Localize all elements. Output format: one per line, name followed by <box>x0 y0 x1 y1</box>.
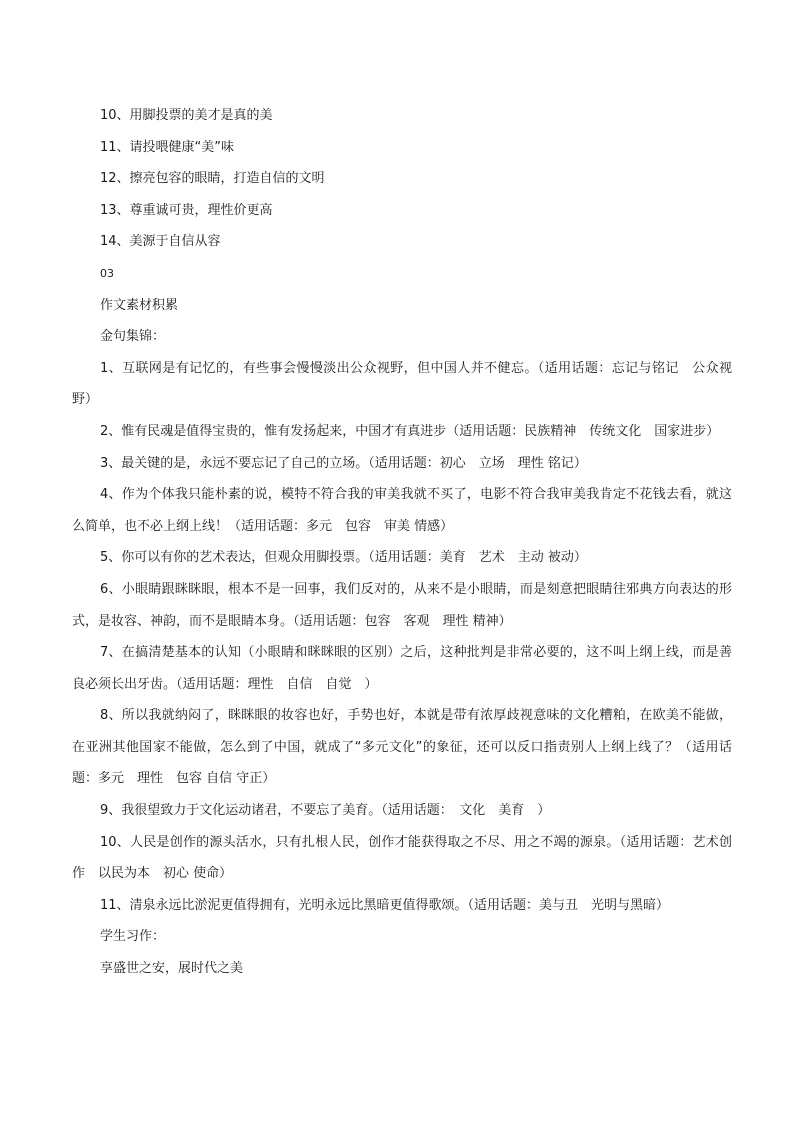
slogan-item: 11、请投喂健康“美”味 <box>100 139 235 155</box>
quote-paragraph: 8、所以我就纳闷了，眯眯眼的妆容也好，手势也好，本就是带有浓厚歧视意味的文化糟粕，在欧美不能做，在亚洲其他国家不能做，怎么到了中国，就成了“多元文化”的象征，还可以反口指责别人上纲上线了？（适用话题：多元 理性 包容 自信 守正） <box>72 708 732 787</box>
quote-paragraph: 3、最关键的是，永远不要忘记了自己的立场。（适用话题：初心 立场 理性 铭记） <box>100 455 587 471</box>
student-essay-heading: 学生习作： <box>100 929 166 945</box>
slogan-item: 14、美源于自信从容 <box>100 234 221 250</box>
quotes-heading: 金句集锦： <box>100 329 166 345</box>
quote-paragraph: 11、清泉永远比淤泥更值得拥有，光明永远比黑暗更值得歌颂。（适用话题：美与丑 光明与黑暗） <box>100 897 670 913</box>
quote-paragraph: 5、你可以有你的艺术表达，但观众用脚投票。（适用话题：美育 艺术 主动 被动） <box>100 550 587 566</box>
quote-paragraph: 1、互联网是有记忆的，有些事会慢慢淡出公众视野，但中国人并不健忘。（适用话题：忘记与铭记 公众视野） <box>72 360 732 408</box>
essay-title: 享盛世之安，展时代之美 <box>100 961 244 977</box>
quote-paragraph: 2、惟有民魂是值得宝贵的，惟有发扬起来，中国才有真进步（适用话题：民族精神 传统文化 国家进步） <box>100 423 720 439</box>
section-title: 作文素材积累 <box>100 297 179 313</box>
slogan-item: 12、擦亮包容的眼睛，打造自信的文明 <box>100 171 325 187</box>
quote-paragraph: 10、人民是创作的源头活水，只有扎根人民，创作才能获得取之不尽、用之不竭的源泉。（适用话题：艺术创作 以民为本 初心 使命） <box>72 834 732 882</box>
slogan-item: 13、尊重诚可贵，理性价更高 <box>100 202 273 218</box>
section-number: 03 <box>100 266 114 280</box>
slogan-item: 10、用脚投票的美才是真的美 <box>100 108 273 123</box>
quote-paragraph: 4、作为个体我只能朴素的说，模特不符合我的审美我就不买了，电影不符合我审美我肯定不花钱去看，就这么简单，也不必上纲上线！（适用话题：多元 包容 审美 情感） <box>72 487 732 534</box>
quote-paragraph: 7、在搞清楚基本的认知（小眼睛和眯眯眼的区别）之后，这种批判是非常必要的，这不叫上纲上线，而是善良必须长出牙齿。（适用话题：理性 自信 自觉 ） <box>72 645 732 692</box>
quote-paragraph: 9、我很望致力于文化运动诸君，不要忘了美育。（适用话题： 文化 美育 ） <box>100 803 551 819</box>
document-body <box>72 100 732 985</box>
quote-paragraph: 6、小眼睛跟眯眯眼，根本不是一回事，我们反对的，从来不是小眼睛，而是刻意把眼睛往邪典方向表达的形式，是妆容、神韵，而不是眼睛本身。（适用话题：包容 客观 理性 精神） <box>72 581 732 629</box>
